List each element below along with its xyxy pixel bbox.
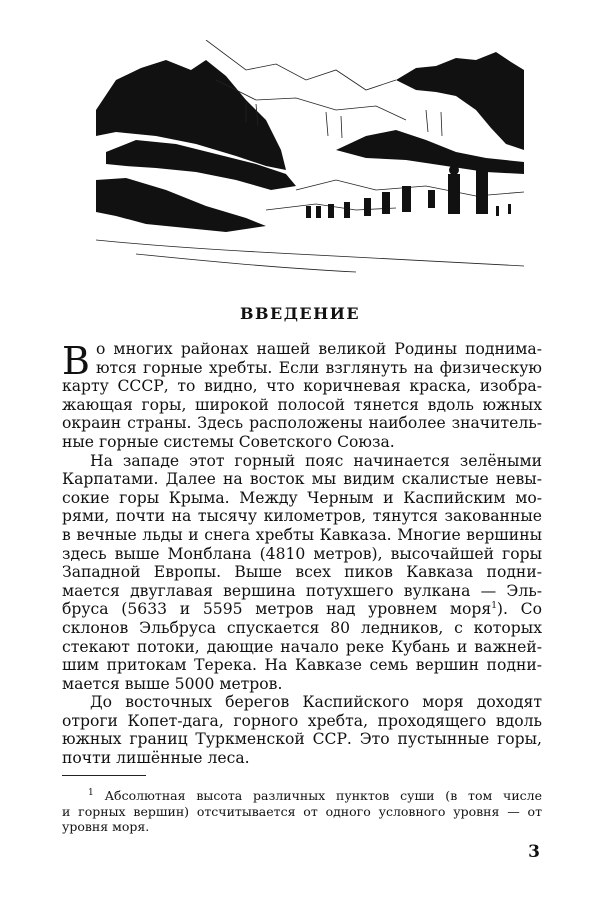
text-line: мается выше 5000 метров. bbox=[62, 674, 283, 693]
text-line: ные горные системы Советского Союза. bbox=[62, 432, 395, 451]
footnote-line bbox=[62, 788, 542, 804]
footnote-ref: 1 bbox=[491, 601, 497, 612]
paragraph-2 bbox=[62, 452, 542, 694]
footnote-marker: 1 bbox=[88, 787, 94, 798]
text-line: в вечные льды и снега хребты Кавказа. Многие вершины bbox=[62, 525, 542, 544]
text-line: стекают потоки, дающие начало реке Кубань и важней- bbox=[62, 637, 542, 656]
footnote-line: уровня моря. bbox=[62, 819, 150, 834]
text-line: о многих районах нашей великой Родины поднима- bbox=[95, 340, 542, 358]
text-line: жающая горы, широкой полосой тянется вдоль южных bbox=[62, 395, 542, 414]
text-line: До восточных берегов Каспийского моря доходят bbox=[90, 693, 542, 712]
text-line: сокие горы Крыма. Между Черным и Каспийским мо- bbox=[62, 488, 542, 507]
text-line: окраин страны. Здесь расположены наиболее значитель- bbox=[62, 414, 542, 433]
text-segment: Абсолютная высота различных пунктов суши (в том числе bbox=[104, 788, 542, 803]
paragraph-3 bbox=[62, 693, 542, 767]
footnote-line: и горных вершин) отсчитывается от одного условного уровня — от bbox=[62, 803, 542, 819]
paragraph-1 bbox=[62, 340, 542, 452]
text-line: южных границ Туркменской ССР. Это пустынные горы, bbox=[62, 730, 542, 749]
text-line: карту СССР, то видно, что коричневая краска, изобра- bbox=[62, 377, 542, 396]
text-line: шим притокам Терека. На Кавказе семь вершин подни- bbox=[62, 656, 542, 675]
text-line: здесь выше Монблана (4810 метров), высочайшей горы bbox=[62, 544, 542, 563]
text-line-with-footnote bbox=[62, 600, 542, 619]
mountain-illustration bbox=[96, 40, 524, 292]
text-segment: ). Со bbox=[496, 600, 542, 619]
text-segment: бруса (5633 и 5595 метров над уровнем моря bbox=[62, 600, 492, 619]
text-line: почти лишённые леса. bbox=[62, 749, 250, 768]
page-number: 3 bbox=[528, 842, 540, 862]
text-line: ются горные хребты. Если взглянуть на физическую bbox=[95, 358, 542, 377]
page-title: ВВЕДЕНИЕ bbox=[239, 304, 361, 323]
text-line: отроги Копет-дага, горного хребта, проходящего вдоль bbox=[62, 711, 542, 730]
footnote bbox=[62, 788, 542, 835]
text-line: Западной Европы. Выше всех пиков Кавказа подни- bbox=[62, 563, 542, 582]
body-text bbox=[62, 340, 542, 768]
footnote-divider bbox=[62, 775, 146, 776]
text-line: мается двуглавая вершина потухшего вулкана — Эль- bbox=[62, 581, 542, 600]
text-line: Карпатами. Далее на восток мы видим скалистые невы- bbox=[62, 470, 542, 489]
text-line: склонов Эльбруса спускается 80 ледников, с которых bbox=[62, 618, 542, 637]
text-line: На западе этот горный пояс начинается зелёными bbox=[90, 451, 542, 470]
drop-cap: В bbox=[62, 339, 90, 383]
text-line: рями, почти на тысячу километров, тянутся закованные bbox=[62, 507, 542, 526]
